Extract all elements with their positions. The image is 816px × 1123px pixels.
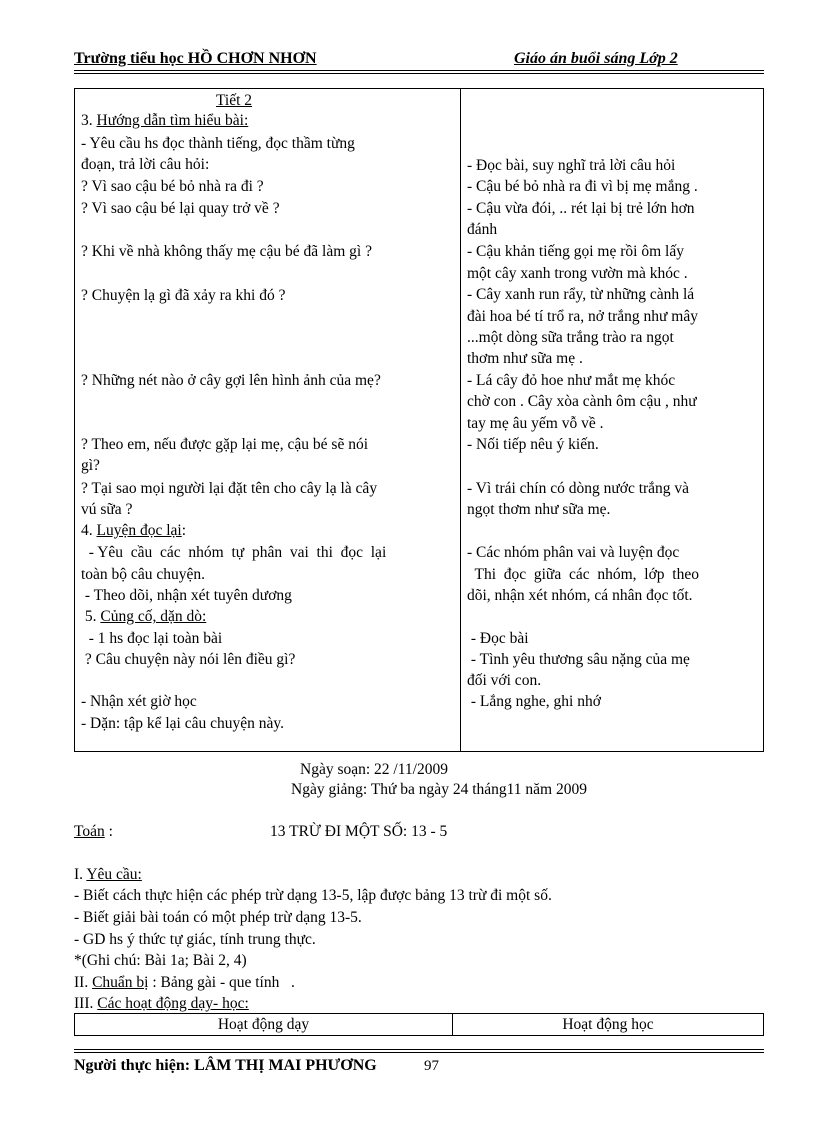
lesson-plan-title: Giáo án buổi sáng Lớp 2	[514, 50, 678, 67]
question: ? Những nét nào ở cây gợi lên hình ảnh của mẹ?	[81, 372, 381, 389]
answer: Thi đọc giữa các nhóm, lớp theo	[467, 566, 699, 583]
column-divider	[460, 89, 461, 751]
period-label: Tiết 2	[216, 92, 253, 109]
requirement-item: - Biết cách thực hiện các phép trừ dạng 13-5, lập được bảng 13 trừ đi một số.	[74, 887, 552, 904]
left-line: - Dặn: tập kể lại câu chuyện này.	[81, 715, 284, 732]
left-line: đoạn, trả lời câu hỏi:	[81, 156, 210, 173]
left-line: toàn bộ câu chuyện.	[81, 566, 205, 583]
question: ? Chuyện lạ gì đã xảy ra khi đó ?	[81, 287, 286, 304]
question: ? Tại sao mọi người lại đặt tên cho cây lạ là cây	[81, 480, 378, 497]
question: ? Câu chuyện này nói lên điều gì?	[81, 651, 296, 668]
answer: - Tình yêu thương sâu nặng của mẹ	[467, 651, 690, 668]
left-line: - Yêu cầu các nhóm tự phân vai thi đọc lại	[81, 544, 387, 561]
section-5: 5. Củng cố, dặn dò:	[81, 608, 207, 625]
page-number: 97	[424, 1058, 439, 1074]
math-lesson-title: 13 TRỪ ĐI MỘT SỐ: 13 - 5	[270, 823, 448, 840]
prepare-date: Ngày soạn: 22 /11/2009	[300, 761, 448, 778]
answer: đối với con.	[467, 672, 542, 689]
question: vú sữa ?	[81, 501, 133, 518]
header-rule-2	[74, 73, 764, 74]
answer: - Lá cây đỏ hoe như mắt mẹ khóc	[467, 372, 676, 389]
left-line: - Theo dõi, nhận xét tuyên dương	[81, 587, 292, 604]
requirement-note: *(Ghi chú: Bài 1a; Bài 2, 4)	[74, 952, 247, 969]
answer: một cây xanh trong vườn mà khóc .	[467, 265, 688, 282]
requirement-item: - GD hs ý thức tự giác, tính trung thực.	[74, 931, 316, 948]
answer: - Đọc bài, suy nghĩ trả lời câu hỏi	[467, 157, 676, 174]
answer: ngọt thơm như sữa mẹ.	[467, 501, 611, 518]
answer: - Lắng nghe, ghi nhớ	[467, 693, 601, 710]
page-header	[74, 50, 764, 72]
answer: - Nối tiếp nêu ý kiến.	[467, 436, 599, 453]
answer: đánh	[467, 221, 498, 238]
answer: - Cậu vừa đói, .. rét lại bị trẻ lớn hơn	[467, 200, 695, 217]
question: ? Vì sao cậu bé bỏ nhà ra đi ?	[81, 178, 264, 195]
question: ? Theo em, nếu được gặp lại mẹ, cậu bé sẽ nói	[81, 436, 369, 453]
answer: - Vì trái chín có dòng nước trắng và	[467, 480, 690, 497]
teaching-date: Ngày giảng: Thứ ba ngày 24 tháng11 năm 2009	[291, 781, 587, 798]
header-rule	[74, 70, 764, 71]
answer: - Cây xanh run rẩy, từ những cành lá	[467, 286, 695, 303]
answer: đài hoa bé tí trổ ra, nở trắng như mây	[467, 308, 698, 325]
section-3: 3. Hướng dẫn tìm hiểu bài:	[81, 112, 249, 129]
requirements-heading: I. Yêu cầu:	[74, 866, 142, 883]
question: gì?	[81, 457, 100, 474]
author-line: Người thực hiện: LÂM THỊ MAI PHƯƠNG	[74, 1057, 377, 1074]
school-name: Trường tiểu học HỒ CHƠN NHƠN	[74, 50, 317, 67]
preparation-line: II. Chuẩn bị : Bảng gài - que tính .	[74, 974, 295, 991]
teaching-activity-header: Hoạt động dạy	[217, 1016, 310, 1033]
answer: - Cậu khản tiếng gọi mẹ rồi ôm lấy	[467, 243, 684, 260]
question: ? Vì sao cậu bé lại quay trở về ?	[81, 200, 280, 217]
answer: - Đọc bài	[467, 630, 529, 647]
answer: - Các nhóm phân vai và luyện đọc	[467, 544, 680, 561]
answer: tay mẹ âu yếm vỗ về .	[467, 415, 604, 432]
answer: chờ con . Cây xòa cành ôm cậu , như	[467, 393, 697, 410]
requirement-item: - Biết giải bài toán có một phép trừ dạng 13-5.	[74, 909, 362, 926]
section-4: 4. Luyện đọc lại:	[81, 522, 187, 539]
left-line: - Yêu cầu hs đọc thành tiếng, đọc thầm từng	[81, 135, 355, 152]
answer: thơm như sữa mẹ .	[467, 350, 583, 367]
activities-heading: III. Các hoạt động dạy- học:	[74, 995, 249, 1012]
answer: dõi, nhận xét nhóm, cá nhân đọc tốt.	[467, 587, 693, 604]
left-line: - Nhận xét giờ học	[81, 693, 197, 710]
answer: ...một dòng sữa trắng trào ra ngọt	[467, 329, 674, 346]
question: ? Khi về nhà không thấy mẹ cậu bé đã làm gì ?	[81, 243, 372, 260]
lesson-table	[74, 88, 764, 752]
footer-rule-2	[74, 1052, 764, 1053]
footer-rule	[74, 1049, 764, 1050]
subject-label: Toán :	[74, 823, 113, 840]
activity-table	[74, 1013, 764, 1036]
learning-activity-header: Hoạt động học	[562, 1016, 654, 1033]
answer: - Cậu bé bỏ nhà ra đi vì bị mẹ mắng .	[467, 178, 698, 195]
left-line: - 1 hs đọc lại toàn bài	[81, 630, 223, 647]
